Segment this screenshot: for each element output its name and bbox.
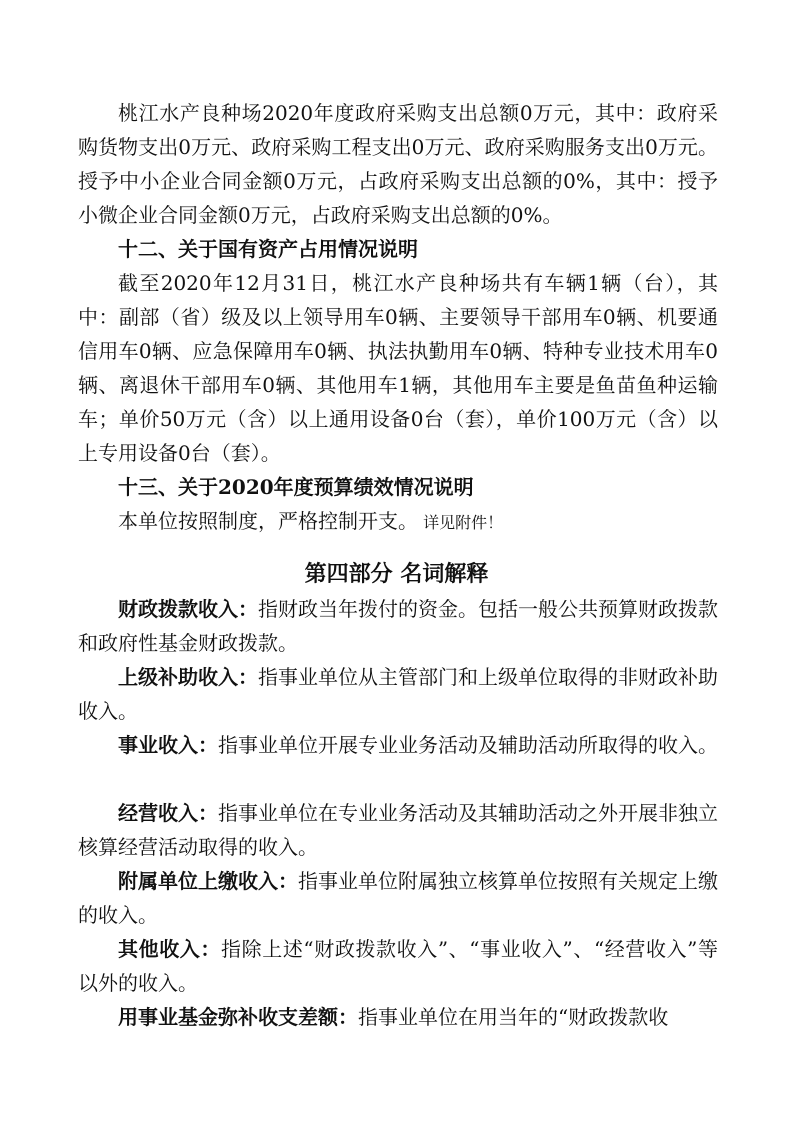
term-entry bbox=[78, 1000, 718, 1034]
term-entry bbox=[78, 796, 718, 864]
term-entry bbox=[78, 728, 718, 762]
part-four-title: 第四部分 名词解释 bbox=[304, 562, 489, 587]
term-label: 事业收入： bbox=[118, 733, 218, 757]
term-definition: 指事业单位在专业业务活动及其辅助活动之外开展非独立核算经营活动取得的收入。 bbox=[78, 801, 718, 859]
assets-paragraph: 截至2020年12月31日，桃江水产良种场共有车辆1辆（台），其中：副部（省）级及以上领导用车0辆、主要领导干部用车0辆、机要通信用车0辆、应急保障用车0辆、执法执勤用车0辆、特种专业技术用车0辆、离退休干部用车0辆、其他用车1辆，其他用车主要是鱼苗鱼种运输车；单价50万元（含）以上通用设备0台（套），单价100万元（含）以上专用设备0台（套）。 bbox=[78, 271, 718, 465]
term-definition: 指事业单位开展专业业务活动及辅助活动所取得的收入。 bbox=[218, 733, 718, 757]
term-definition: 指财政当年拨付的资金。包括一般公共预算财政拨款和政府性基金财政拨款。 bbox=[78, 597, 718, 655]
procurement-paragraph: 桃江水产良种场2020年度政府采购支出总额0万元，其中：政府采购货物支出0万元、政府采购工程支出0万元、政府采购服务支出0万元。授予中小企业合同金额0万元，占政府采购支出总额的0%，其中：授予小微企业合同金额0万元，占政府采购支出总额的0%。 bbox=[78, 101, 718, 227]
term-definition: 指事业单位附属独立核算单位按照有关规定上缴的收入。 bbox=[78, 869, 718, 927]
term-entry bbox=[78, 660, 718, 728]
term-label: 其他收入： bbox=[118, 937, 222, 961]
term-entry bbox=[78, 592, 718, 660]
performance-text: 本单位按照制度，严格控制开支。 bbox=[118, 509, 418, 533]
term-entry bbox=[78, 932, 718, 1000]
term-entry bbox=[78, 864, 718, 932]
term-label: 附属单位上缴收入： bbox=[118, 869, 298, 893]
term-label: 财政拨款收入： bbox=[118, 597, 258, 621]
term-definition: 指事业单位从主管部门和上级单位取得的非财政补助收入。 bbox=[78, 665, 718, 723]
performance-paragraph bbox=[78, 504, 718, 540]
performance-aside: 详见附件！ bbox=[418, 513, 504, 532]
term-definition: 指事业单位在用当年的“财政拨款收 bbox=[358, 1005, 669, 1029]
term-label: 上级补助收入： bbox=[118, 665, 258, 689]
term-label: 用事业基金弥补收支差额： bbox=[118, 1005, 358, 1029]
term-label: 经营收入： bbox=[118, 801, 218, 825]
term-definition: 指除上述“财政拨款收入”、“事业收入”、“经营收入”等以外的收入。 bbox=[78, 937, 718, 995]
assets-heading: 十二、关于国有资产占用情况说明 bbox=[118, 237, 418, 261]
performance-heading: 十三、关于2020年度预算绩效情况说明 bbox=[118, 475, 474, 499]
